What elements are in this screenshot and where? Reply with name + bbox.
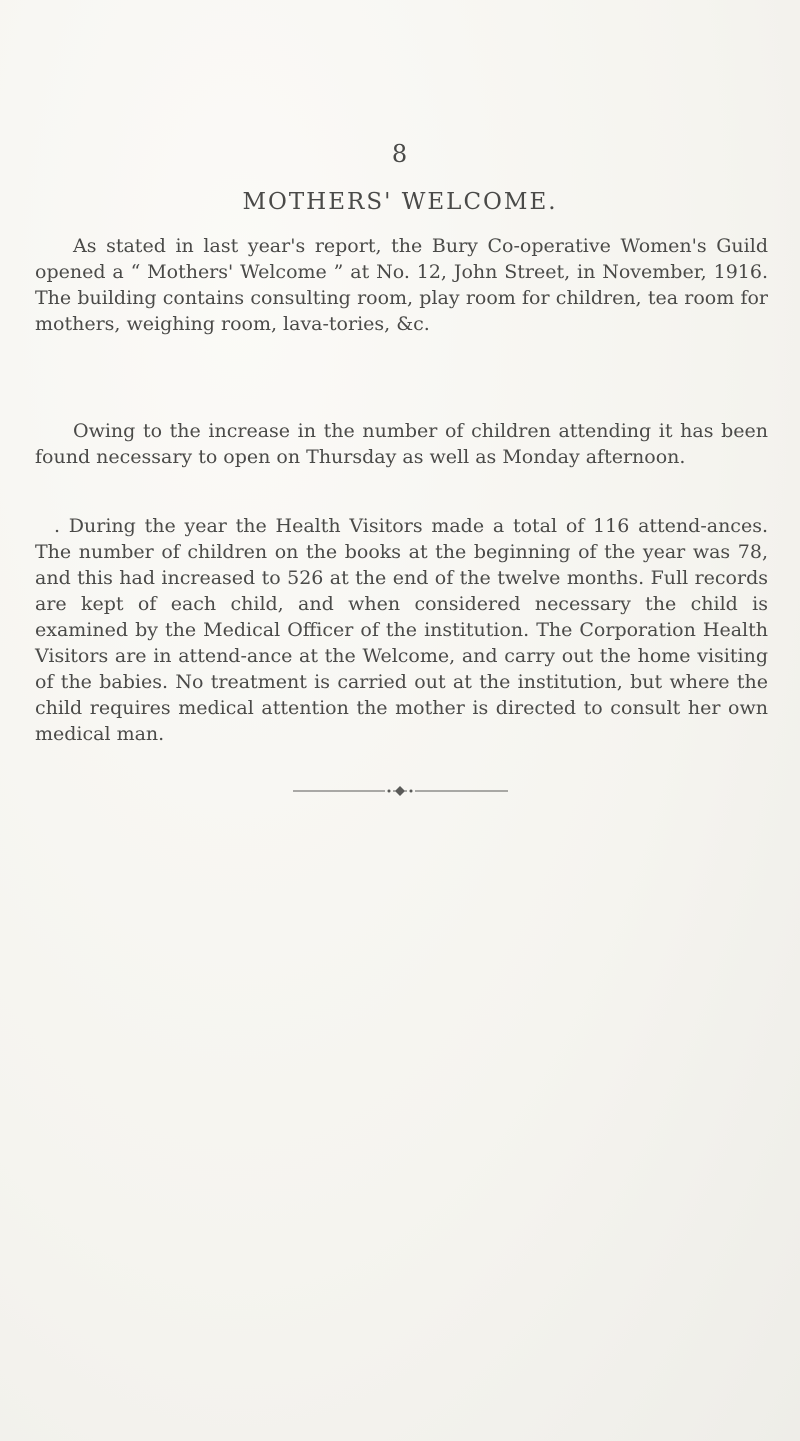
paragraph-thursday-opening: Owing to the increase in the number of children attending it has been found necessary to open on Thursday as well as Monday afternoon. [35,420,768,468]
section-heading: MOTHERS' WELCOME. [242,189,558,215]
paragraph-health-visitors: . During the year the Health Visitors made a total of 116 attend-ances. The number of children on the books at the beginning of the year was 78, and this had increased to 526 at the end of the twelve months. Full records are kept of each child, and when considered necessary the child is examined by the Medical Officer of the institution. The Corporation Health Visitors are in attend-ance at the Welcome, and carry out the home visiting of the babies. No treatment is carried out at the institution, but where the child requires medical attention the mother is directed to consult her own medical man. [35,515,768,745]
section-divider-ornament [293,786,508,796]
paragraph-opening: As stated in last year's report, the Bury Co-operative Women's Guild opened a “ Mothers' Welcome ” at No. 12, John Street, in November, 1916. The building contains consulting room, play room for children, tea room for mothers, weighing room, lava-tories, &c. [35,235,768,335]
page-number: 8 [391,140,409,168]
